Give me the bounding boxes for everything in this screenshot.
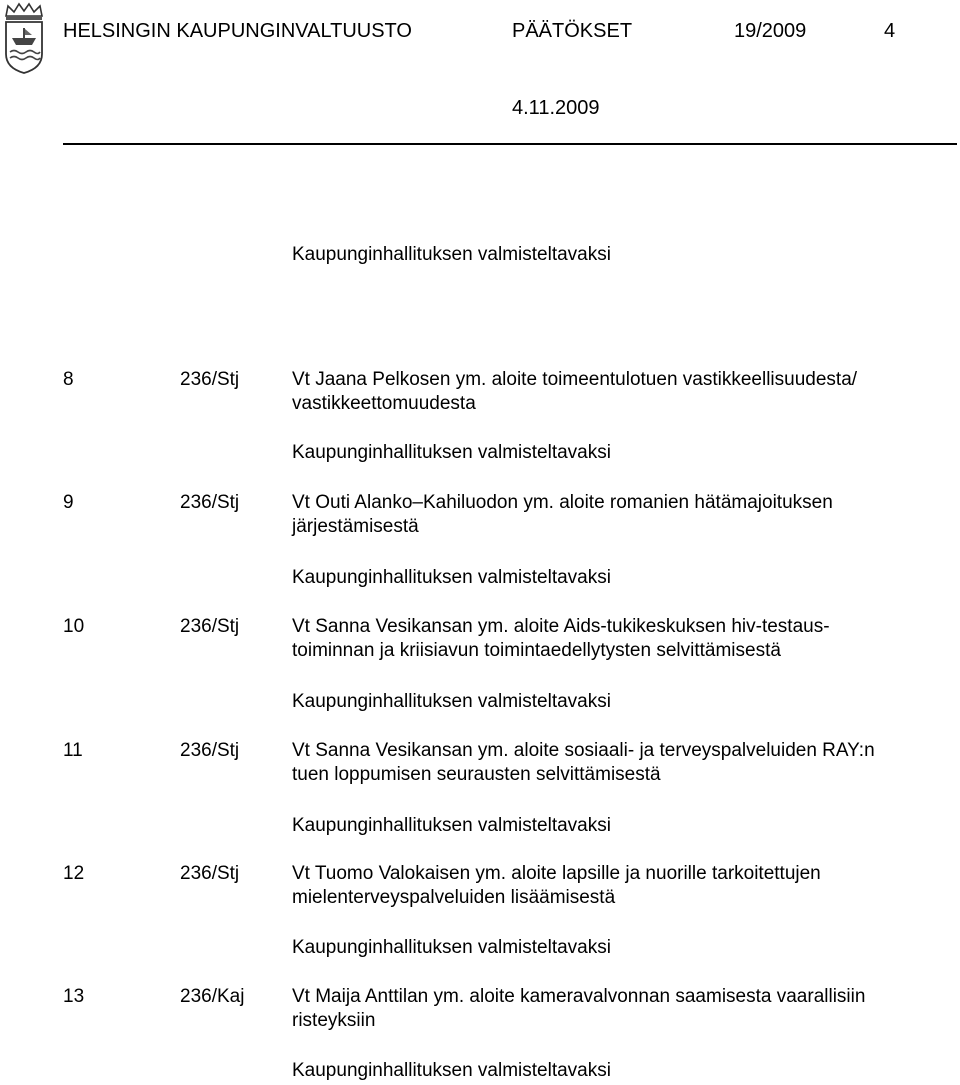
item-number: 8	[63, 369, 74, 390]
header-issue-number: 19/2009	[734, 20, 807, 42]
item-title-line: vastikkeettomuudesta	[292, 393, 476, 414]
item-title-line: Vt Sanna Vesikansan ym. aloite Aids-tukikeskuksen hiv-testaus-	[292, 616, 830, 637]
item-reference: 236/Stj	[180, 616, 240, 637]
item-reference: 236/Stj	[180, 740, 240, 761]
item-reference: 236/Stj	[180, 492, 240, 513]
previous-item-decision: Kaupunginhallituksen valmisteltavaksi	[292, 244, 611, 265]
header-divider	[63, 143, 957, 145]
item-title	[292, 491, 912, 539]
item-title-line: toiminnan ja kriisiavun toimintaedellytysten selvittämisestä	[292, 640, 781, 661]
item-title-line: Vt Outi Alanko–Kahiluodon ym. aloite romanien hätämajoituksen	[292, 492, 833, 513]
item-number: 12	[63, 863, 85, 884]
item-number: 10	[63, 616, 85, 637]
item-title-line: Vt Maija Anttilan ym. aloite kameravalvonnan saamisesta vaarallisiin	[292, 986, 866, 1007]
header-date: 4.11.2009	[512, 97, 600, 119]
item-decision: Kaupunginhallituksen valmisteltavaksi	[292, 442, 611, 463]
item-title	[292, 985, 912, 1033]
header-organization: HELSINGIN KAUPUNGINVALTUUSTO	[63, 20, 412, 42]
item-title-line: risteyksiin	[292, 1010, 376, 1031]
header-document-type: PÄÄTÖKSET	[512, 20, 633, 42]
item-decision: Kaupunginhallituksen valmisteltavaksi	[292, 567, 611, 588]
item-reference: 236/Stj	[180, 369, 240, 390]
item-decision: Kaupunginhallituksen valmisteltavaksi	[292, 815, 611, 836]
item-number: 13	[63, 986, 85, 1007]
item-title	[292, 615, 912, 663]
item-decision: Kaupunginhallituksen valmisteltavaksi	[292, 937, 611, 958]
item-title-line: Vt Tuomo Valokaisen ym. aloite lapsille ja nuorille tarkoitettujen	[292, 863, 821, 884]
item-title-line: mielenterveyspalveluiden lisäämisestä	[292, 887, 616, 908]
item-title	[292, 739, 912, 787]
header-page-number: 4	[884, 20, 896, 42]
item-reference: 236/Stj	[180, 863, 240, 884]
item-title-line: tuen loppumisen seurausten selvittämisestä	[292, 764, 661, 785]
item-title-line: Vt Sanna Vesikansan ym. aloite sosiaali- ja terveyspalveluiden RAY:n	[292, 740, 875, 761]
item-title	[292, 862, 912, 910]
item-number: 9	[63, 492, 74, 513]
item-reference: 236/Kaj	[180, 986, 245, 1007]
item-title-line: Vt Jaana Pelkosen ym. aloite toimeentulotuen vastikkeellisuudesta/	[292, 369, 858, 390]
item-decision: Kaupunginhallituksen valmisteltavaksi	[292, 691, 611, 712]
item-number: 11	[63, 740, 83, 761]
helsinki-crest-icon	[2, 2, 46, 74]
item-title-line: järjestämisestä	[292, 516, 419, 537]
item-title	[292, 368, 912, 416]
item-decision: Kaupunginhallituksen valmisteltavaksi	[292, 1060, 611, 1081]
